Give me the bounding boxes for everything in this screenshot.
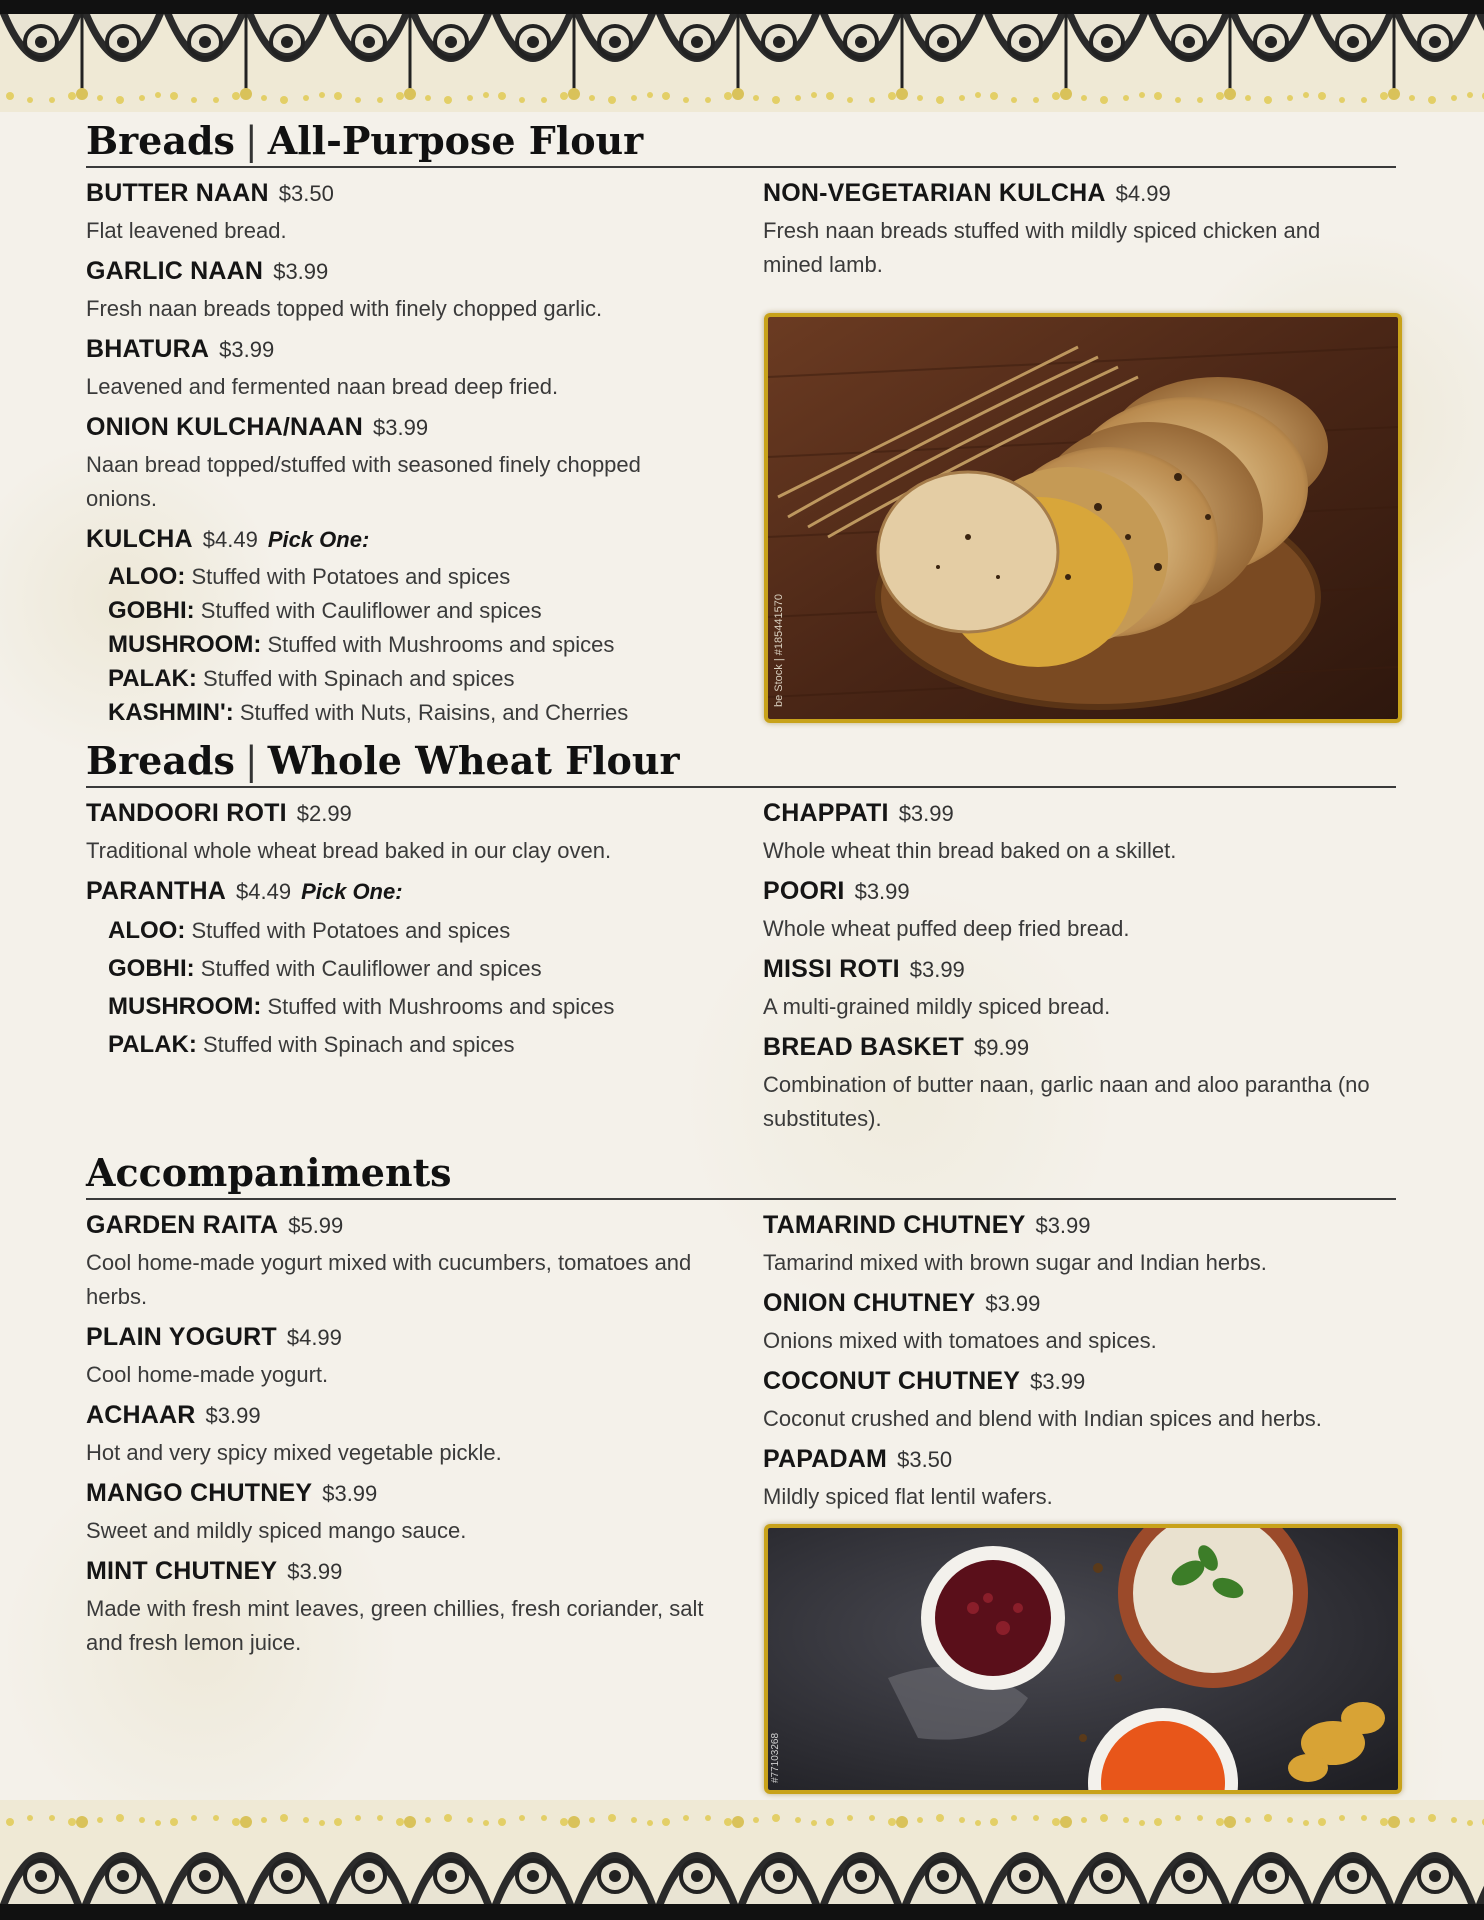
item-price: $9.99 — [974, 1035, 1030, 1060]
item-name: TAMARIND CHUTNEY — [763, 1211, 1026, 1239]
menu-item — [86, 1398, 726, 1470]
option-desc: Stuffed with Potatoes and spices — [191, 918, 511, 943]
item-price: $3.99 — [322, 1481, 378, 1506]
item-description: Whole wheat puffed deep fried bread. — [763, 916, 1130, 941]
photo-watermark: #77103268 — [770, 1732, 781, 1783]
item-name: CHAPPATI — [763, 799, 889, 827]
breads-ww-right-column — [763, 796, 1393, 1142]
section-title — [86, 1150, 1396, 1196]
option-row — [86, 912, 726, 950]
item-description: Made with fresh mint leaves, green chillies, fresh coriander, salt and fresh lemon juice. — [86, 1596, 704, 1655]
item-description: Whole wheat thin bread baked on a skillet. — [763, 838, 1177, 863]
section-breads-whole-wheat — [86, 738, 1396, 788]
option-name: MUSHROOM: — [108, 993, 262, 1020]
item-description: A multi-grained mildly spiced bread. — [763, 994, 1111, 1019]
item-name: ACHAAR — [86, 1401, 196, 1429]
option-desc: Stuffed with Cauliflower and spices — [200, 598, 542, 623]
option-row — [86, 988, 726, 1026]
option-desc: Stuffed with Mushrooms and spices — [267, 632, 615, 657]
item-description: Flat leavened bread. — [86, 218, 287, 243]
menu-item — [763, 874, 1393, 946]
item-name: BREAD BASKET — [763, 1033, 965, 1061]
option-row — [86, 1026, 726, 1064]
accompaniments-left-column — [86, 1208, 726, 1666]
item-name: TANDOORI ROTI — [86, 799, 287, 827]
item-description: Traditional whole wheat bread baked in our clay oven. — [86, 838, 612, 863]
section-title-sub: All-Purpose Flour — [267, 118, 644, 163]
ornamental-border-bottom — [0, 1800, 1484, 1920]
menu-item-kulcha — [86, 522, 726, 730]
section-divider — [86, 166, 1396, 168]
item-name: GARDEN RAITA — [86, 1211, 279, 1239]
menu-item — [86, 410, 726, 516]
item-name: BUTTER NAAN — [86, 179, 269, 207]
item-price: $3.99 — [1030, 1369, 1086, 1394]
option-name: ALOO: — [108, 917, 186, 944]
chutney-photo-illustration — [768, 1528, 1398, 1790]
menu-item — [86, 1320, 726, 1392]
title-separator: | — [244, 119, 258, 163]
item-price: $3.99 — [219, 337, 275, 362]
item-description: Leavened and fermented naan bread deep fried. — [86, 374, 559, 399]
option-name: PALAK: — [108, 665, 197, 692]
item-price: $3.99 — [205, 1403, 261, 1428]
item-name: KULCHA — [86, 525, 193, 553]
ornamental-border-top — [0, 0, 1484, 112]
menu-item — [86, 1554, 726, 1660]
option-desc: Stuffed with Potatoes and spices — [191, 564, 511, 589]
item-price: $3.99 — [898, 801, 954, 826]
item-description: Sweet and mildly spiced mango sauce. — [86, 1518, 467, 1543]
item-price: $4.99 — [1115, 181, 1171, 206]
item-description: Hot and very spicy mixed vegetable pickle. — [86, 1440, 502, 1465]
item-name: PAPADAM — [763, 1445, 888, 1473]
breads-ww-left-column — [86, 796, 726, 1064]
option-desc: Stuffed with Spinach and spices — [203, 666, 515, 691]
item-name: ONION CHUTNEY — [763, 1289, 976, 1317]
item-description: Coconut crushed and blend with Indian spices and herbs. — [763, 1406, 1322, 1431]
item-description: Combination of butter naan, garlic naan and aloo parantha (no substitutes). — [763, 1072, 1370, 1131]
item-name: NON-VEGETARIAN KULCHA — [763, 179, 1106, 207]
item-description: Naan bread topped/stuffed with seasoned finely chopped onions. — [86, 452, 641, 511]
item-name: MANGO CHUTNEY — [86, 1479, 313, 1507]
accompaniments-right-column — [763, 1208, 1393, 1520]
section-title-sub: Whole Wheat Flour — [267, 738, 680, 783]
option-row — [86, 950, 726, 988]
breads-ap-right-column — [763, 176, 1383, 288]
title-separator: | — [244, 739, 258, 783]
menu-item — [763, 176, 1383, 282]
option-desc: Stuffed with Mushrooms and spices — [267, 994, 615, 1019]
section-breads-all-purpose — [86, 118, 1396, 168]
menu-item — [763, 796, 1393, 868]
item-description: Mildly spiced flat lentil wafers. — [763, 1484, 1053, 1509]
section-title-main: Breads — [86, 118, 235, 163]
menu-item — [763, 952, 1393, 1024]
item-price: $3.99 — [287, 1559, 343, 1584]
item-name: POORI — [763, 877, 845, 905]
option-desc: Stuffed with Nuts, Raisins, and Cherries — [239, 700, 629, 725]
item-price: $5.99 — [288, 1213, 344, 1238]
menu-item — [763, 1286, 1393, 1358]
item-description: Cool home-made yogurt. — [86, 1362, 329, 1387]
menu-item — [86, 254, 726, 326]
option-desc: Stuffed with Spinach and spices — [203, 1032, 515, 1057]
option-row — [86, 662, 726, 696]
option-row — [86, 628, 726, 662]
option-name: GOBHI: — [108, 597, 195, 624]
item-price: $4.49 — [202, 527, 258, 552]
section-divider — [86, 1198, 1396, 1200]
section-title-main: Accompaniments — [86, 1150, 452, 1195]
photo-watermark: be Stock | #185441570 — [773, 594, 785, 707]
option-name: PALAK: — [108, 1031, 197, 1058]
option-row — [86, 560, 726, 594]
pick-one-label: Pick One: — [267, 527, 370, 552]
item-price: $3.99 — [909, 957, 965, 982]
item-description: Tamarind mixed with brown sugar and Indian herbs. — [763, 1250, 1267, 1275]
item-name: MISSI ROTI — [763, 955, 900, 983]
item-description: Fresh naan breads stuffed with mildly spiced chicken and mined lamb. — [763, 218, 1321, 277]
item-price: $3.50 — [897, 1447, 953, 1472]
item-price: $3.99 — [373, 415, 429, 440]
section-accompaniments — [86, 1150, 1396, 1200]
option-row — [86, 594, 726, 628]
item-name: PARANTHA — [86, 877, 227, 905]
item-price: $3.99 — [985, 1291, 1041, 1316]
item-description: Onions mixed with tomatoes and spices. — [763, 1328, 1157, 1353]
menu-item — [763, 1030, 1393, 1136]
item-description: Fresh naan breads topped with finely chopped garlic. — [86, 296, 603, 321]
item-name: PLAIN YOGURT — [86, 1323, 277, 1351]
item-price: $4.49 — [236, 879, 292, 904]
bread-basket-photo — [764, 313, 1402, 723]
section-title — [86, 738, 1396, 784]
menu-item-parantha — [86, 874, 726, 1064]
menu-item — [763, 1364, 1393, 1436]
option-name: ALOO: — [108, 563, 186, 590]
menu-item — [763, 1442, 1393, 1514]
item-price: $3.99 — [854, 879, 910, 904]
item-price: $3.50 — [278, 181, 334, 206]
menu-item — [763, 1208, 1393, 1280]
option-name: GOBHI: — [108, 955, 195, 982]
chutney-bowls-photo — [764, 1524, 1402, 1794]
item-price: $4.99 — [286, 1325, 342, 1350]
option-name: KASHMIN': — [108, 699, 234, 726]
section-title — [86, 118, 1396, 164]
breads-ap-left-column — [86, 176, 726, 730]
item-name: GARLIC NAAN — [86, 257, 264, 285]
menu-item — [86, 176, 726, 248]
item-price: $3.99 — [273, 259, 329, 284]
item-price: $3.99 — [1035, 1213, 1091, 1238]
option-desc: Stuffed with Cauliflower and spices — [200, 956, 542, 981]
item-description: Cool home-made yogurt mixed with cucumbers, tomatoes and herbs. — [86, 1250, 692, 1309]
menu-item — [86, 332, 726, 404]
section-title-main: Breads — [86, 738, 235, 783]
menu-item — [86, 1208, 726, 1314]
item-name: COCONUT CHUTNEY — [763, 1367, 1021, 1395]
section-divider — [86, 786, 1396, 788]
item-price: $2.99 — [296, 801, 352, 826]
item-name: ONION KULCHA/NAAN — [86, 413, 363, 441]
option-name: MUSHROOM: — [108, 631, 262, 658]
pick-one-label: Pick One: — [301, 879, 403, 904]
bread-photo-illustration — [768, 317, 1398, 719]
menu-item — [86, 796, 726, 868]
menu-item — [86, 1476, 726, 1548]
item-name: BHATURA — [86, 335, 210, 363]
option-row — [86, 696, 726, 730]
item-name: MINT CHUTNEY — [86, 1557, 278, 1585]
